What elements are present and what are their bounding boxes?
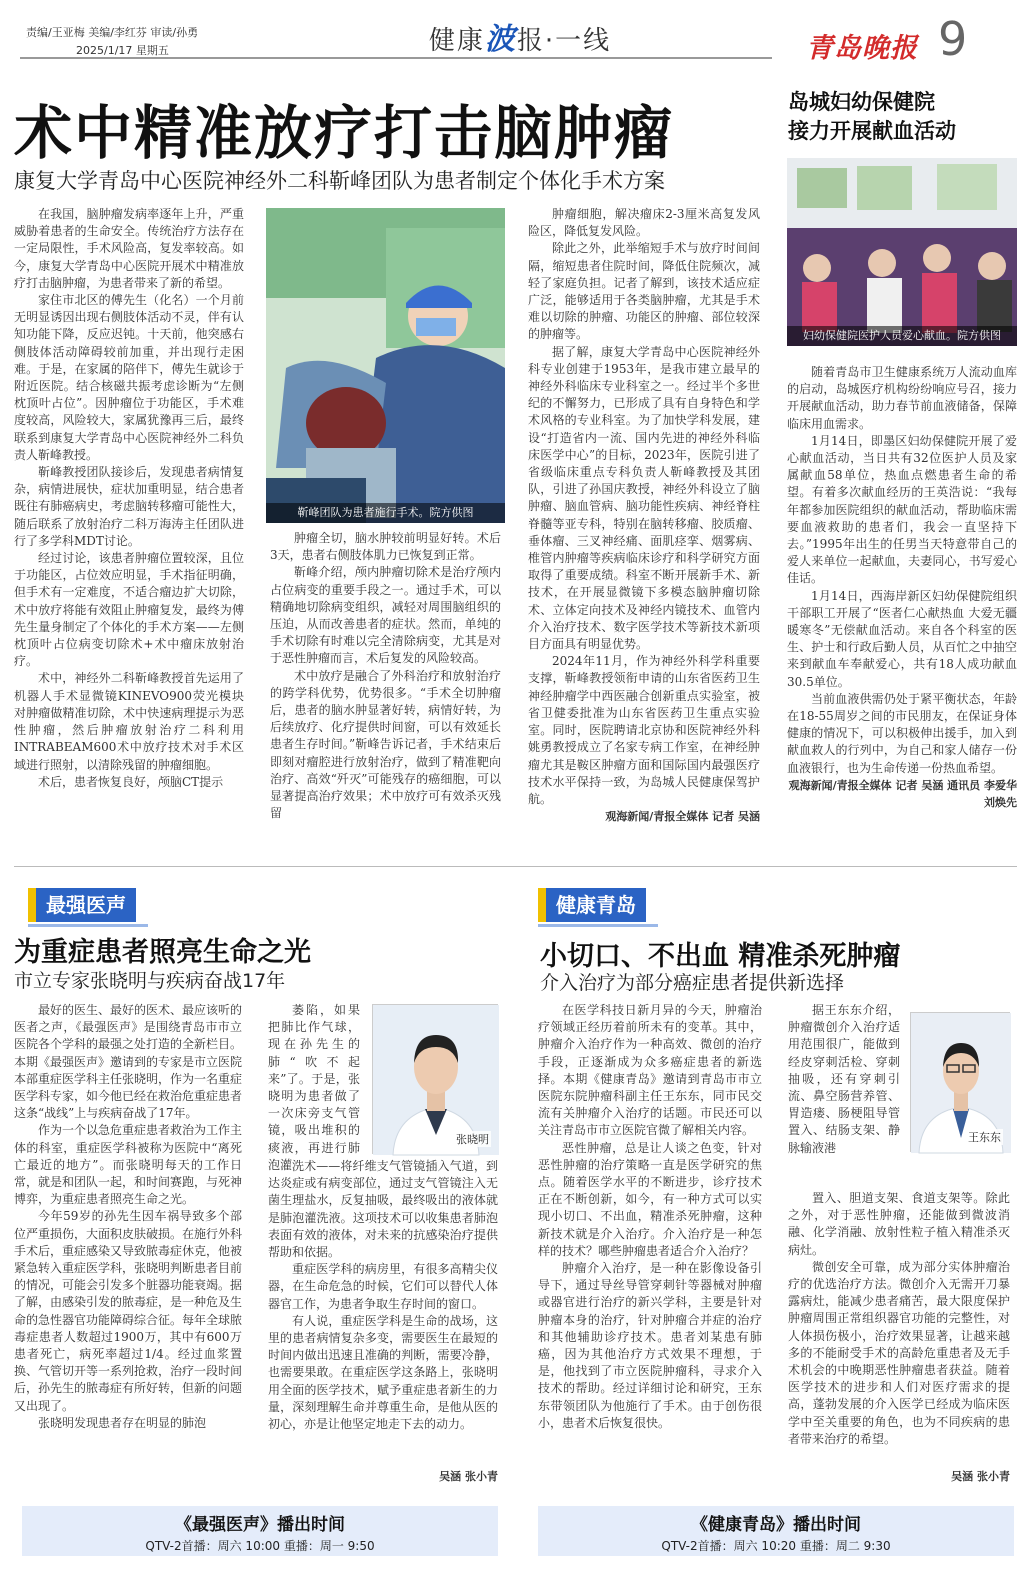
paragraph: 1月14日，西海岸新区妇幼保健院组织干部职工开展了“医者仁心献热血 大爱无疆暖寒冬”无偿献血活动。来自各个科室的医生、护士和行政后勤人员，从百忙之中抽空来到献血车奉献爱心，共有18人成功献血30.5单位。	[787, 588, 1017, 689]
schedule-box-zuiqiang	[22, 1506, 498, 1556]
side-column	[787, 364, 1017, 814]
editors-line: 责编/王亚梅 美编/李红芬 审读/孙勇	[26, 26, 199, 39]
paragraph: 微创安全可靠，成为部分实体肿瘤治疗的优选治疗方法。微创介入无需开刀暴露病灶，能减少患者痛苦，最大限度保护肿瘤周围正常组织器官功能的完整性，对人体损伤极小，治疗效果显著，让越来越多的不能耐受手术的高龄危重患者及无手术机会的中晚期恶性肿瘤患者获益。随着医学技术的进步和人们对医疗需求的提高，蓬勃发展的介入医学已经成为临床医学中至关重要的角色，也为不同疾病的患者带来治疗的希望。	[788, 1259, 1010, 1446]
left-byline: 吴涵 张小青	[439, 1470, 498, 1483]
paragraph: 靳峰教授团队接诊后，发现患者病情复杂，病情进展快，症状加重明显，结合患者既往有肺癌病史，考虑脑转移瘤可能性大，随后联系了放射治疗二科万海涛主任团队进行了多学科MDT讨论。	[14, 465, 244, 548]
right-byline: 吴涵 张小青	[951, 1470, 1010, 1483]
column-tag-zuiqiang: 最强医声	[28, 888, 136, 922]
paragraph: 肿瘤细胞，解决瘤床2-3厘米高复发风险区，降低复发风险。	[528, 207, 760, 239]
section-suffix: 报·一线	[516, 26, 612, 56]
header-meta	[26, 24, 198, 60]
right-column-2-top	[788, 1002, 900, 1188]
main-headline: 术中精准放疗打击脑肿瘤	[14, 99, 675, 167]
left-column-1	[14, 1002, 242, 1486]
paragraph: 今年59岁的孙先生因车祸导致多个部位严重损伤，大面积皮肤破损。在施行外科手术后，重症感染又导致脓毒症休克，他被紧急转入重症医学科，张晓明判断患者目前的情况，可能会引发多个脏器功能衰竭。据了解，由感染引发的脓毒症，是一种危及生命的急性器官功能障碍综合征。每年全球脓毒症患者人数超过1900万，其中有600万患者死亡，病死率超过1/4。经过血浆置换、气管切开等一系列抢救，治疗一段时间后，孙先生的脓毒症有所好转，但新的问题又出现了。	[14, 1209, 243, 1413]
right-headline: 小切口、不出血 精准杀死肿瘤	[540, 941, 901, 972]
paragraph: 萎陷，如果把肺比作气球，现在孙先生的肺“吹不起来”了。于是，张晓明为患者做了一次床旁支气管镜，吸出堆积的痰液，再进行肺泡灌	[268, 1003, 360, 1172]
right-subheadline: 介入治疗为部分癌症患者提供新选择	[540, 972, 845, 994]
paragraph: 靳峰介绍，颅内肿瘤切除术是治疗颅内占位病变的重要手段之一。通过手术，可以精确地切除病变组织，减轻对周围脑组织的压迫，从而改善患者的症状。然而，单纯的手术切除有时难以完全清除病变，尤其是对于恶性肿瘤而言，术后复发的风险较高。	[270, 565, 501, 666]
side-headline	[788, 88, 956, 146]
right-column-1	[538, 1002, 762, 1486]
paragraph: 张晓明发现患者存在明显的肺泡	[38, 1415, 207, 1430]
paragraph: 1月14日，即墨区妇幼保健院开展了爱心献血活动，当日共有32位医护人员及家属献血58单位，热血点燃患者生命的希望。有着多次献血经历的王英浩说：“我每年都参加医院组织的献血活动，帮助临床需要血液救助的患者们，我会一直坚持下去。”1995年出生的任男当天特意带自己的爱人来单位一起献血，夫妻同心，书写爱心佳话。	[787, 433, 1017, 586]
paragraph: 当前血液供需仍处于紧平衡状态，年龄在18-55周岁之间的市民朋友，在保证身体健康的情况下，可以积极伸出援手，加入到献血救人的行列中，为自己和家人储存一份血液银行，也为生命传递一份热血希望。	[787, 691, 1017, 775]
paper-logo: 青岛晚报	[806, 33, 918, 64]
section-divider	[14, 866, 1017, 867]
photo-caption: 靳峰团队为患者施行手术。院方供图	[266, 503, 505, 523]
paragraph: 据王东东介绍，肿瘤微创介入治疗适用范围很广，能做到经皮穿刺活检、穿刺抽吸，还有穿刺引流、鼻空肠营养管、胃造瘘、肠梗阻导管置入、结肠支架、静脉输液港	[788, 1003, 900, 1155]
side-photo-caption: 妇幼保健院医护人员爱心献血。院方供图	[787, 326, 1017, 346]
section-bo: 波	[484, 22, 517, 57]
paragraph: 家住市北区的傅先生（化名）一个月前无明显诱因出现右侧肢体活动不灵，伴有认知功能下降，反应迟钝。十天前，他突感右侧肢体活动障碍较前加重，并出现行走困难。于是，在家属的陪伴下，傅先生就诊于附近医院。结合核磁共振考虑诊断为“左侧枕顶叶占位”。因肿瘤位于功能区，手术难度较高，风险较大，家属犹豫再三后，最终联系到康复大学青岛中心医院神经外二科负责人靳峰教授。	[14, 293, 244, 462]
paragraph: 恶性肿瘤，总是让人谈之色变，针对恶性肿瘤的治疗策略一直是医学研究的焦点。随着医学水平的不断进步，诊疗技术正在不断创新，如今，有一种方式可以实现小切口、不出血，精准杀死肿瘤，这种新技术就是介入治疗。介入治疗是一种怎样的技术？哪些肿瘤患者适合介入治疗？	[538, 1140, 762, 1258]
side-headline-line-2: 接力开展献血活动	[788, 119, 956, 143]
schedule-time: QTV-2首播：周六 10:20 重播：周二 9:30	[661, 1539, 891, 1553]
right-column-2	[788, 1190, 1010, 1468]
schedule-title: 《最强医声》播出时间	[175, 1515, 345, 1535]
paragraph: 2024年11月，作为神经外科学科重要支撑，靳峰教授领衔申请的山东省医药卫生神经肿瘤学中西医融合创新重点实验室，被省卫健委批准为山东省医药卫生重点实验室。同时，医院聘请北京协和医院神经外科姚勇教授成立了名家专病工作室，在神经肿瘤尤其是鞍区肿瘤方面和国际国内最强医疗技术水平保持一致，为岛城人民健康保驾护航。	[528, 654, 760, 806]
portrait-zhang-xiaoming	[372, 1004, 498, 1154]
paragraph: 除此之外，此举缩短手术与放疗时间间隔，缩短患者住院时间，降低住院频次，减轻了家庭负担。记者了解到，该技术适应症广泛，能够适用于各类脑肿瘤，尤其是手术难以切除的肿瘤、功能区的肿瘤、部位较深的肿瘤等。	[528, 241, 760, 342]
side-byline: 观海新闻/青报全媒体 记者 吴涵 通讯员 李爱华 刘焕先	[788, 778, 1017, 810]
surgery-photo-art	[266, 208, 505, 523]
paragraph: 肿瘤介入治疗，是一种在影像设备引导下，通过导丝导管穿刺针等器械对肿瘤或器官进行治疗的新兴学科，主要是针对肿瘤本身的治疗，针对肿瘤合并症的治疗和其他辅助诊疗技术。患者刘某患有肺癌，因为其他治疗方式效果不理想，于是，他找到了市立医院肿瘤科，寻求介入技术的帮助。经过详细讨论和研究，王东东带领团队为他施行了手术。由于创伤很小，患者术后恢复很快。	[538, 1261, 762, 1430]
main-column-3	[528, 206, 760, 846]
header-rule	[20, 57, 772, 59]
paragraph: 术中放疗是融合了外科治疗和放射治疗的跨学科优势，优势很多。“手术全切肿瘤后，患者的脑水肿显著好转，病情好转，为后续放疗、化疗提供时间窗，可以有效延长患者生存时间。”靳峰告诉记者，手术结束后即刻对瘤腔进行放射治疗，做到了精准靶向治疗、高效“歼灭”可能残存的癌细胞，可以显著提高治疗效果；术中放疗可有效杀灭残留	[270, 668, 501, 821]
paragraph: 在我国，脑肿瘤发病率逐年上升，严重威胁着患者的生命安全。传统治疗方法存在一定局限性，手术风险高，复发率较高。如今，康复大学青岛中心医院开展术中精准放疗打击脑肿瘤，为患者带来了新的希望。	[14, 207, 244, 290]
left-column-2	[268, 1158, 498, 1468]
left-headline: 为重症患者照亮生命之光	[14, 937, 311, 968]
blood-donation-photo-art	[787, 158, 1017, 346]
main-column-1	[14, 206, 244, 846]
column-tag-jiankang: 健康青岛	[538, 888, 646, 922]
issue-date: 2025/1/17 星期五	[76, 44, 169, 57]
portrait-name-wang: 王东东	[968, 1131, 1001, 1144]
paragraph: 据了解，康复大学青岛中心医院神经外科专业创建于1953年，是我市建立最早的神经外科临床专业科室之一。经过半个多世纪的不懈努力，已形成了具有自身特色和学术风格的专业科室。为了加快学科发展，建设“打造省内一流、国内先进的神经外科临床医学中心”的目标，2023年，医院引进了省级临床重点专科负责人靳峰教授及其团队，引进了孙国庆教授，神经外科设立了脑肿瘤、脑血管病、脑功能性疾病、神经脊柱脊髓等亚专科，特别在脑转移瘤、胶质瘤、垂体瘤、三叉神经痛、面肌痉挛、烟雾病、椎管内肿瘤等疾病临床诊疗和科学研究方面取得了重要成绩。科室不断开展新手术、新技术，在开展显微镜下多模态脑肿瘤切除术、立体定向技术及神经内镜技术、血管内介入治疗技术、数字医学技术等新技术新项目方面具有明显优势。	[528, 344, 760, 652]
portrait-wang-dongdong	[910, 1012, 1010, 1152]
portrait-name-zhang: 张晓明	[456, 1133, 489, 1146]
paragraph: 术中，神经外二科靳峰教授首先运用了机器人手术显微镜KINEVO900荧光模块对肿瘤做精准切除，术中快速病理提示为恶性肿瘤，然后肿瘤放射治疗二科利用INTRABEAM600术中放疗技术对手术区域进行照射，以清除残留的肿瘤细胞。	[14, 671, 244, 772]
paragraph: 有人说，重症医学科是生命的战场，这里的患者病情复杂多变，需要医生在最短的时间内做出迅速且准确的判断，需要冷静，也需要果敢。在重症医学这条路上，张晓明用全面的医学技术，赋予重症患者新生的力量，深刻理解生命并尊重生命，是他从医的初心，亦是让他坚定地走下去的动力。	[268, 1313, 498, 1432]
paragraph: 置入、胆道支架、食道支架等。除此之外，对于恶性肿瘤，还能做到微波消融、化学消融、放射性粒子植入精准杀灭病灶。	[788, 1191, 1010, 1257]
main-column-2	[270, 530, 501, 846]
paragraph: 随着青岛市卫生健康系统万人流动血库的启动，岛城医疗机构纷纷响应号召，接力开展献血活动，助力春节前血液储备，保障临床用血需求。	[787, 365, 1017, 431]
paragraph: 经过讨论，该患者肿瘤位置较深，且位于功能区，占位效应明显，手术指征明确，但手术有一定难度，不适合瘤边扩大切除，术中放疗将能有效阻止肿瘤复发，最终为傅先生量身制定了个体化的手术方案——左侧枕顶叶占位病变切除术+术中瘤床放射治疗。	[14, 551, 244, 669]
paragraph: 术后，患者恢复良好，颅脑CT提示	[38, 774, 224, 789]
left-column-2-top	[268, 1002, 360, 1172]
paragraph: 重症医学科的病房里，有很多高精尖仪器，在生命危急的时候，它们可以替代人体器官工作，为患者争取生存时间的窗口。	[268, 1262, 498, 1311]
paragraph: 作为一个以急危重症患者救治为工作主体的科室，重症医学科被称为医院中“离死亡最近的地方”。而张晓明每天的工作日常，就是和团队一起，和时间赛跑，与死神博弈，为重症患者照亮生命之光。	[14, 1123, 243, 1207]
paragraph: 洗术——将纤维支气管镜插入气道，到达炎症或有病变部位，通过支气管镜注入无菌生理盐水，反复抽吸，最终吸出的液体就是肺泡灌洗液。这项技术可以收集患者肺泡表面有效的液体，对未来的抗感染治疗提供帮助和依据。	[268, 1159, 498, 1260]
main-byline: 观海新闻/青报全媒体 记者 吴涵	[605, 810, 760, 824]
left-subheadline: 市立专家张晓明与疾病奋战17年	[14, 970, 286, 992]
surgery-photo	[266, 208, 505, 523]
main-subheadline: 康复大学青岛中心医院神经外二科靳峰团队为患者制定个体化手术方案	[14, 169, 665, 193]
schedule-box-jiankang	[538, 1506, 1014, 1556]
side-headline-line-1: 岛城妇幼保健院	[788, 90, 935, 114]
paragraph: 在医学科技日新月异的今天，肿瘤治疗领域正经历着前所未有的变革。其中，肿瘤介入治疗作为一种高效、微创的治疗手段，正逐渐成为众多癌症患者的新选择。本期《健康青岛》邀请到青岛市市立医院东院肿瘤科副主任王东东，同市民交流有关肿瘤介入治疗的话题。市民还可以关注青岛市市立医院官微了解相关内容。	[538, 1003, 762, 1138]
section-prefix: 健康	[428, 26, 485, 56]
section-header	[400, 14, 640, 58]
schedule-time: QTV-2首播：周六 10:00 重播：周一 9:50	[145, 1539, 375, 1553]
page-number: 9	[938, 12, 968, 66]
paragraph: 肿瘤全切，脑水肿较前明显好转。术后3天，患者右侧肢体肌力已恢复到正常。	[270, 531, 501, 563]
blood-donation-photo	[787, 158, 1017, 346]
paragraph: 最好的医生、最好的医术、最应该听的医者之声，《最强医声》是围绕青岛市市立医院各个学科的最强之处打造的全新栏目。本期《最强医声》邀请到的专家是市立医院本部重症医学科主任张晓明，作为一名重症医学科专家，如今他已经在救治危重症患者这条“战线”上与疾病奋战了17年。	[14, 1003, 243, 1121]
schedule-title: 《健康青岛》播出时间	[691, 1515, 861, 1535]
